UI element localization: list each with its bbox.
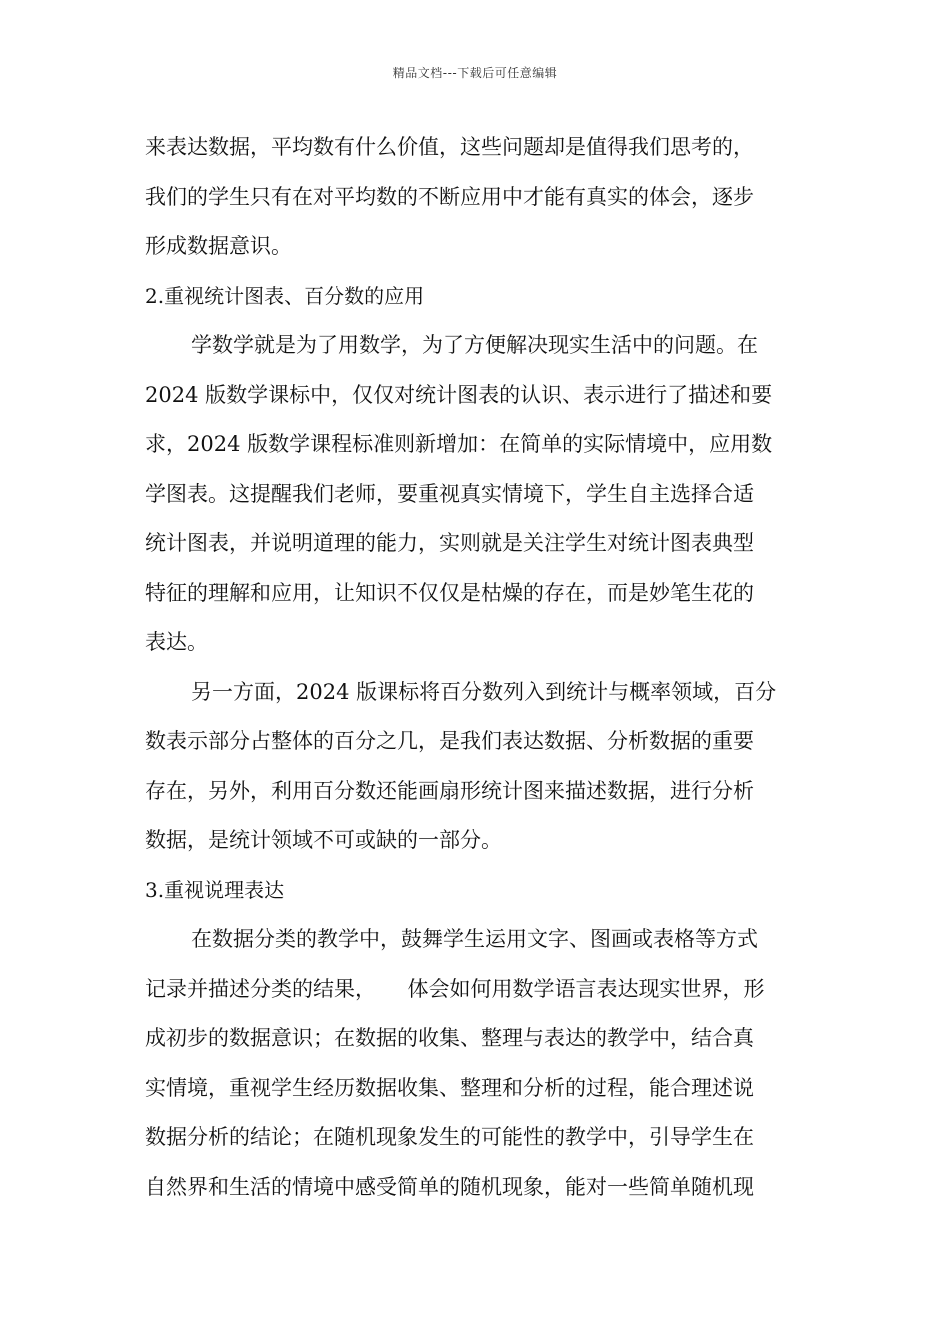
text-line: 实情境，重视学生经历数据收集、整理和分析的过程，能合理述说 bbox=[145, 1075, 754, 1100]
text-line: 记录并描述分类的结果， 体会如何用数学语言表达现实世界，形 bbox=[145, 976, 765, 1001]
page-header: 精品文档---下载后可任意编辑 bbox=[392, 66, 558, 80]
text-line: 形成数据意识。 bbox=[145, 234, 292, 258]
paragraph-first-line: 另一方面，2024 版课标将百分数列入到统计与概率领域，百分 bbox=[191, 679, 777, 704]
text-line: 特征的理解和应用，让知识不仅仅是枯燥的存在，而是妙笔生花的 bbox=[145, 580, 754, 605]
paragraph-first-line: 学数学就是为了用数学，为了方便解决现实生活中的问题。在 bbox=[191, 333, 758, 357]
text-line: 表达。 bbox=[145, 630, 208, 654]
text-line: 数据，是统计领域不可或缺的一部分。 bbox=[145, 828, 502, 852]
text-line: 来表达数据，平均数有什么价值，这些问题却是值得我们思考的， bbox=[145, 135, 754, 159]
text-line: 2024 版数学课标中，仅仅对统计图表的认识、表示进行了描述和要 bbox=[145, 382, 773, 407]
text-line: 存在，另外，利用百分数还能画扇形统计图来描述数据，进行分析 bbox=[145, 778, 754, 803]
text-line: 成初步的数据意识；在数据的收集、整理与表达的教学中，结合真 bbox=[145, 1026, 754, 1050]
section-heading: 2.重视统计图表、百分数的应用 bbox=[145, 283, 425, 308]
text-line: 我们的学生只有在对平均数的不断应用中才能有真实的体会，逐步 bbox=[145, 184, 754, 209]
text-line: 数据分析的结论；在随机现象发生的可能性的教学中，引导学生在 bbox=[145, 1125, 754, 1149]
text-line: 自然界和生活的情境中感受简单的随机现象，能对一些简单随机现 bbox=[145, 1174, 754, 1199]
document-body bbox=[145, 127, 810, 1216]
section-heading: 3.重视说理表达 bbox=[145, 877, 285, 902]
text-line: 统计图表，并说明道理的能力，实则就是关注学生对统计图表典型 bbox=[145, 531, 754, 555]
text-line: 学图表。这提醒我们老师，要重视真实情境下，学生自主选择合适 bbox=[145, 481, 754, 506]
text-line: 求，2024 版数学课程标准则新增加：在简单的实际情境中，应用数 bbox=[145, 432, 773, 456]
text-line: 数表示部分占整体的百分之几，是我们表达数据、分析数据的重要 bbox=[145, 729, 754, 753]
paragraph-first-line: 在数据分类的教学中，鼓舞学生运用文字、图画或表格等方式 bbox=[191, 927, 758, 951]
